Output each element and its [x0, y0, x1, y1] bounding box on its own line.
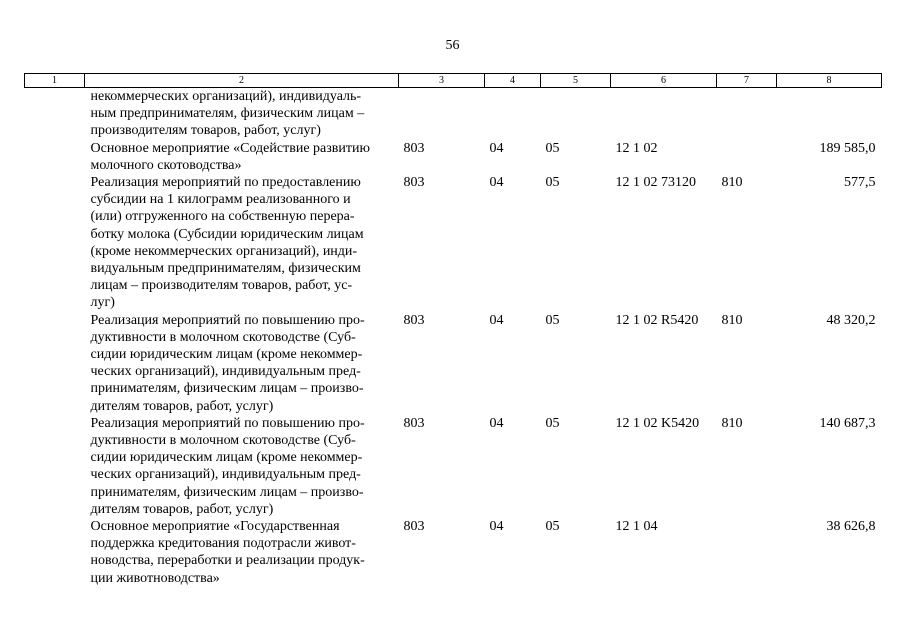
text-line: поддержка кредитования подотрасли живот- [90, 536, 356, 552]
empty-cell [717, 88, 777, 140]
text-line: молочного скотоводства» [90, 157, 242, 173]
amount: 577,5 [844, 175, 876, 191]
text-line: новодства, переработки и реализации продук- [90, 553, 365, 569]
empty-cell [25, 415, 85, 518]
text-line: ческих организаций), индивидуальным пред- [90, 467, 361, 483]
section-code: 04 [489, 312, 504, 328]
text-line: дуктивности в молочном скотоводстве (Суб- [90, 329, 356, 345]
subsection-code: 05 [545, 140, 560, 156]
expenditure-name [85, 518, 399, 587]
expenditure-name [85, 174, 399, 312]
text-line: некоммерческих организаций), индивидуаль- [90, 89, 362, 104]
empty-cell [25, 518, 85, 587]
expense-type-code [717, 518, 777, 587]
text-line: (кроме некоммерческих организаций), инди- [90, 243, 358, 259]
target-article-code: 12 1 02 73120 [615, 175, 696, 191]
text-line: субсидии на 1 килограмм реализованного и [90, 192, 351, 208]
text-line: производителям товаров, работ, услуг) [90, 123, 321, 139]
empty-cell [777, 88, 882, 140]
empty-cell [541, 88, 611, 140]
column-header-2: 2 [85, 74, 399, 88]
ministry-code: 803 [403, 415, 425, 431]
text-line: видуальным предпринимателям, физическим [90, 261, 361, 277]
expenditure-name [85, 312, 399, 415]
amount: 48 320,2 [826, 312, 876, 328]
column-header-1: 1 [25, 74, 85, 88]
subsection-code: 05 [545, 175, 560, 191]
column-header-6: 6 [611, 74, 717, 88]
text-line: Реализация мероприятий по повышению про- [90, 312, 365, 328]
expenditure-name [85, 415, 399, 518]
text-line: дителям товаров, работ, услуг) [90, 398, 274, 414]
subsection-code: 05 [545, 312, 560, 328]
section-code: 04 [489, 519, 504, 535]
continuation-text [85, 88, 399, 140]
target-article-code: 12 1 04 [615, 519, 658, 535]
empty-cell [611, 88, 717, 140]
amount: 140 687,3 [819, 415, 876, 431]
text-line: ции животноводства» [90, 570, 220, 586]
expense-type-code [717, 140, 777, 174]
table-row [25, 518, 882, 587]
text-line: ным предпринимателям, физическим лицам – [90, 106, 365, 122]
subsection-code: 05 [545, 519, 560, 535]
target-article-code: 12 1 02 K5420 [615, 415, 700, 431]
continuation-row [25, 88, 882, 140]
budget-table [24, 73, 882, 587]
text-line: Реализация мероприятий по предоставлению [90, 175, 361, 191]
text-line: ческих организаций), индивидуальным пред- [90, 364, 361, 380]
text-line: принимателям, физическим лицам – произво- [90, 381, 364, 397]
target-article-code: 12 1 02 R5420 [615, 312, 699, 328]
table-row [25, 312, 882, 415]
empty-cell [25, 140, 85, 174]
page-number: 56 [445, 38, 460, 53]
text-line: Реализация мероприятий по повышению про- [90, 415, 365, 431]
empty-cell [25, 174, 85, 312]
subsection-code: 05 [545, 415, 560, 431]
table-row [25, 174, 882, 312]
expenditure-name [85, 140, 399, 174]
column-number-header-row [25, 74, 882, 88]
column-header-4: 4 [485, 74, 541, 88]
ministry-code: 803 [403, 140, 425, 156]
empty-cell [25, 312, 85, 415]
target-article-code: 12 1 02 [615, 140, 658, 156]
column-header-3: 3 [399, 74, 485, 88]
ministry-code: 803 [403, 312, 425, 328]
column-header-7: 7 [717, 74, 777, 88]
text-line: лицам – производителям товаров, работ, ус- [90, 278, 353, 294]
expense-type-code: 810 [721, 312, 743, 328]
text-line: ботку молока (Субсидии юридическим лицам [90, 226, 364, 242]
amount: 189 585,0 [819, 140, 876, 156]
empty-cell [485, 88, 541, 140]
section-code: 04 [489, 140, 504, 156]
empty-cell [25, 88, 85, 140]
expense-type-code: 810 [721, 415, 743, 431]
section-code: 04 [489, 175, 504, 191]
text-line: Основное мероприятие «Государственная [90, 519, 340, 535]
text-line: луг) [90, 295, 115, 311]
text-line: (или) отгруженного на собственную перера- [90, 209, 355, 225]
amount: 38 626,8 [826, 519, 876, 535]
text-line: сидии юридическим лицам (кроме некоммер- [90, 450, 363, 466]
text-line: дуктивности в молочном скотоводстве (Суб- [90, 433, 356, 449]
column-header-5: 5 [541, 74, 611, 88]
table-row [25, 140, 882, 174]
text-line: дителям товаров, работ, услуг) [90, 501, 274, 517]
ministry-code: 803 [403, 175, 425, 191]
empty-cell [399, 88, 485, 140]
section-code: 04 [489, 415, 504, 431]
text-line: сидии юридическим лицам (кроме некоммер- [90, 347, 363, 363]
ministry-code: 803 [403, 519, 425, 535]
text-line: Основное мероприятие «Содействие развитию [90, 140, 370, 156]
column-header-8: 8 [777, 74, 882, 88]
expense-type-code: 810 [721, 175, 743, 191]
text-line: принимателям, физическим лицам – произво- [90, 484, 364, 500]
table-row [25, 415, 882, 518]
